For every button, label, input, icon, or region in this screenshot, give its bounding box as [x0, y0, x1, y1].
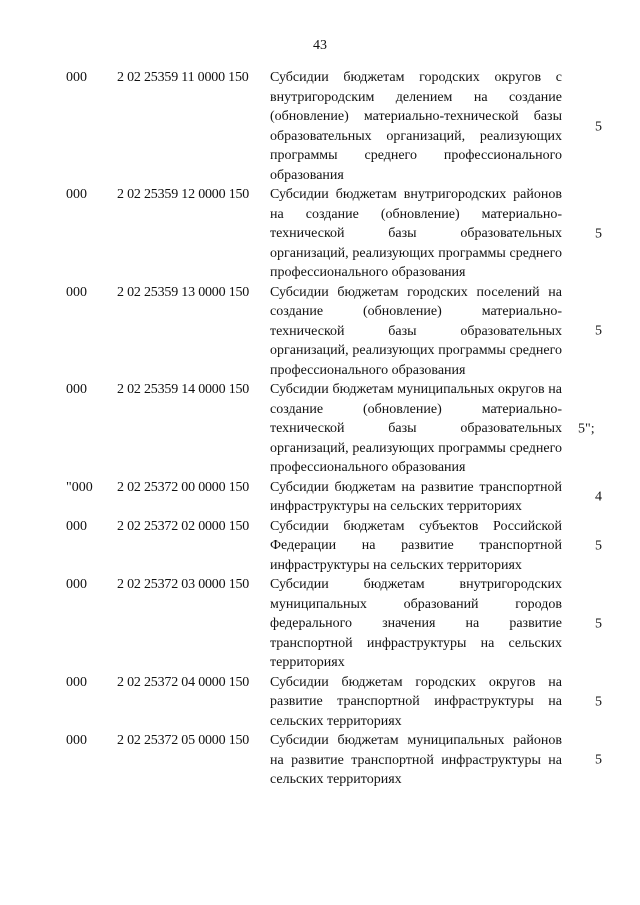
table-row: [0, 575, 640, 673]
budget-classification-code: 2 02 25359 13 0000 150: [117, 284, 250, 300]
page-number: 43: [313, 38, 327, 53]
table-row: [0, 731, 640, 790]
administrator-code: 000: [66, 577, 87, 592]
standard-value: 5";: [578, 421, 595, 436]
income-description: Субсидии бюджетам внутригородских районов на создание (обновление) материально-технической базы образовательных организаций, реализующих программы среднего профессионального образования: [270, 187, 562, 280]
standard-value: 5: [595, 118, 602, 134]
income-description: Субсидии бюджетам городских поселений на создание (обновление) материально-технической базы образовательных организаций, реализующих программы среднего профессионального образования: [270, 284, 562, 378]
budget-classification-code: 2 02 25372 04 0000 150: [117, 674, 250, 690]
table-row: [0, 283, 640, 381]
administrator-code: 000: [66, 70, 87, 85]
table-row: [0, 185, 640, 283]
standard-value: 5: [595, 226, 602, 241]
budget-classification-code: 2 02 25359 14 0000 150: [117, 382, 250, 397]
income-description: Субсидии бюджетам внутригородских муниципальных образований городов федерального значения на развитие транспортной инфраструктуры на сельских территориях: [270, 577, 562, 670]
table-row: [0, 673, 640, 732]
income-description: Субсидии бюджетам на развитие транспортной инфраструктуры на сельских территориях: [270, 479, 562, 514]
budget-classification-code: 2 02 25372 05 0000 150: [117, 733, 250, 748]
income-description: Субсидии бюджетам муниципальных округов на создание (обновление) материально-технической базы образовательных организаций, реализующих программы среднего профессионального образования: [270, 382, 562, 475]
income-description: Субсидии бюджетам субъектов Российской Федерации на развитие транспортной инфраструктуры на сельских территориях: [270, 518, 562, 573]
budget-classification-code: 2 02 25372 02 0000 150: [117, 518, 250, 534]
administrator-code: 000: [66, 284, 87, 300]
income-description: Субсидии бюджетам городских округов на развитие транспортной инфраструктуры на сельских территориях: [270, 674, 562, 729]
budget-classification-code: 2 02 25359 11 0000 150: [117, 70, 249, 85]
table-row: [0, 68, 640, 185]
administrator-code: 000: [66, 733, 87, 748]
income-description: Субсидии бюджетам муниципальных районов на развитие транспортной инфраструктуры на сельских территориях: [270, 733, 562, 787]
administrator-code: 000: [66, 674, 87, 690]
standard-value: 5: [595, 752, 602, 768]
administrator-code: 000: [66, 518, 87, 534]
table-row: [0, 517, 640, 576]
administrator-code: 000: [66, 187, 87, 202]
administrator-code: 000: [66, 382, 87, 397]
standard-value: 5: [595, 616, 602, 631]
income-description: Субсидии бюджетам городских округов с внутригородским делением на создание (обновление) материально-технической базы образовательных организаций, реализующих программы среднего профессионального образования: [270, 70, 562, 183]
budget-classification-code: 2 02 25372 03 0000 150: [117, 577, 250, 592]
standard-value: 5: [595, 323, 602, 339]
standard-value: 4: [595, 489, 602, 505]
budget-classification-code: 2 02 25372 00 0000 150: [117, 479, 250, 495]
standard-value: 5: [595, 538, 602, 553]
standard-value: 5: [595, 694, 602, 709]
table-row: [0, 478, 640, 517]
budget-classification-code: 2 02 25359 12 0000 150: [117, 187, 250, 202]
administrator-code: "000: [66, 479, 93, 495]
budget-classification-table: [0, 68, 640, 790]
table-row: [0, 380, 640, 478]
